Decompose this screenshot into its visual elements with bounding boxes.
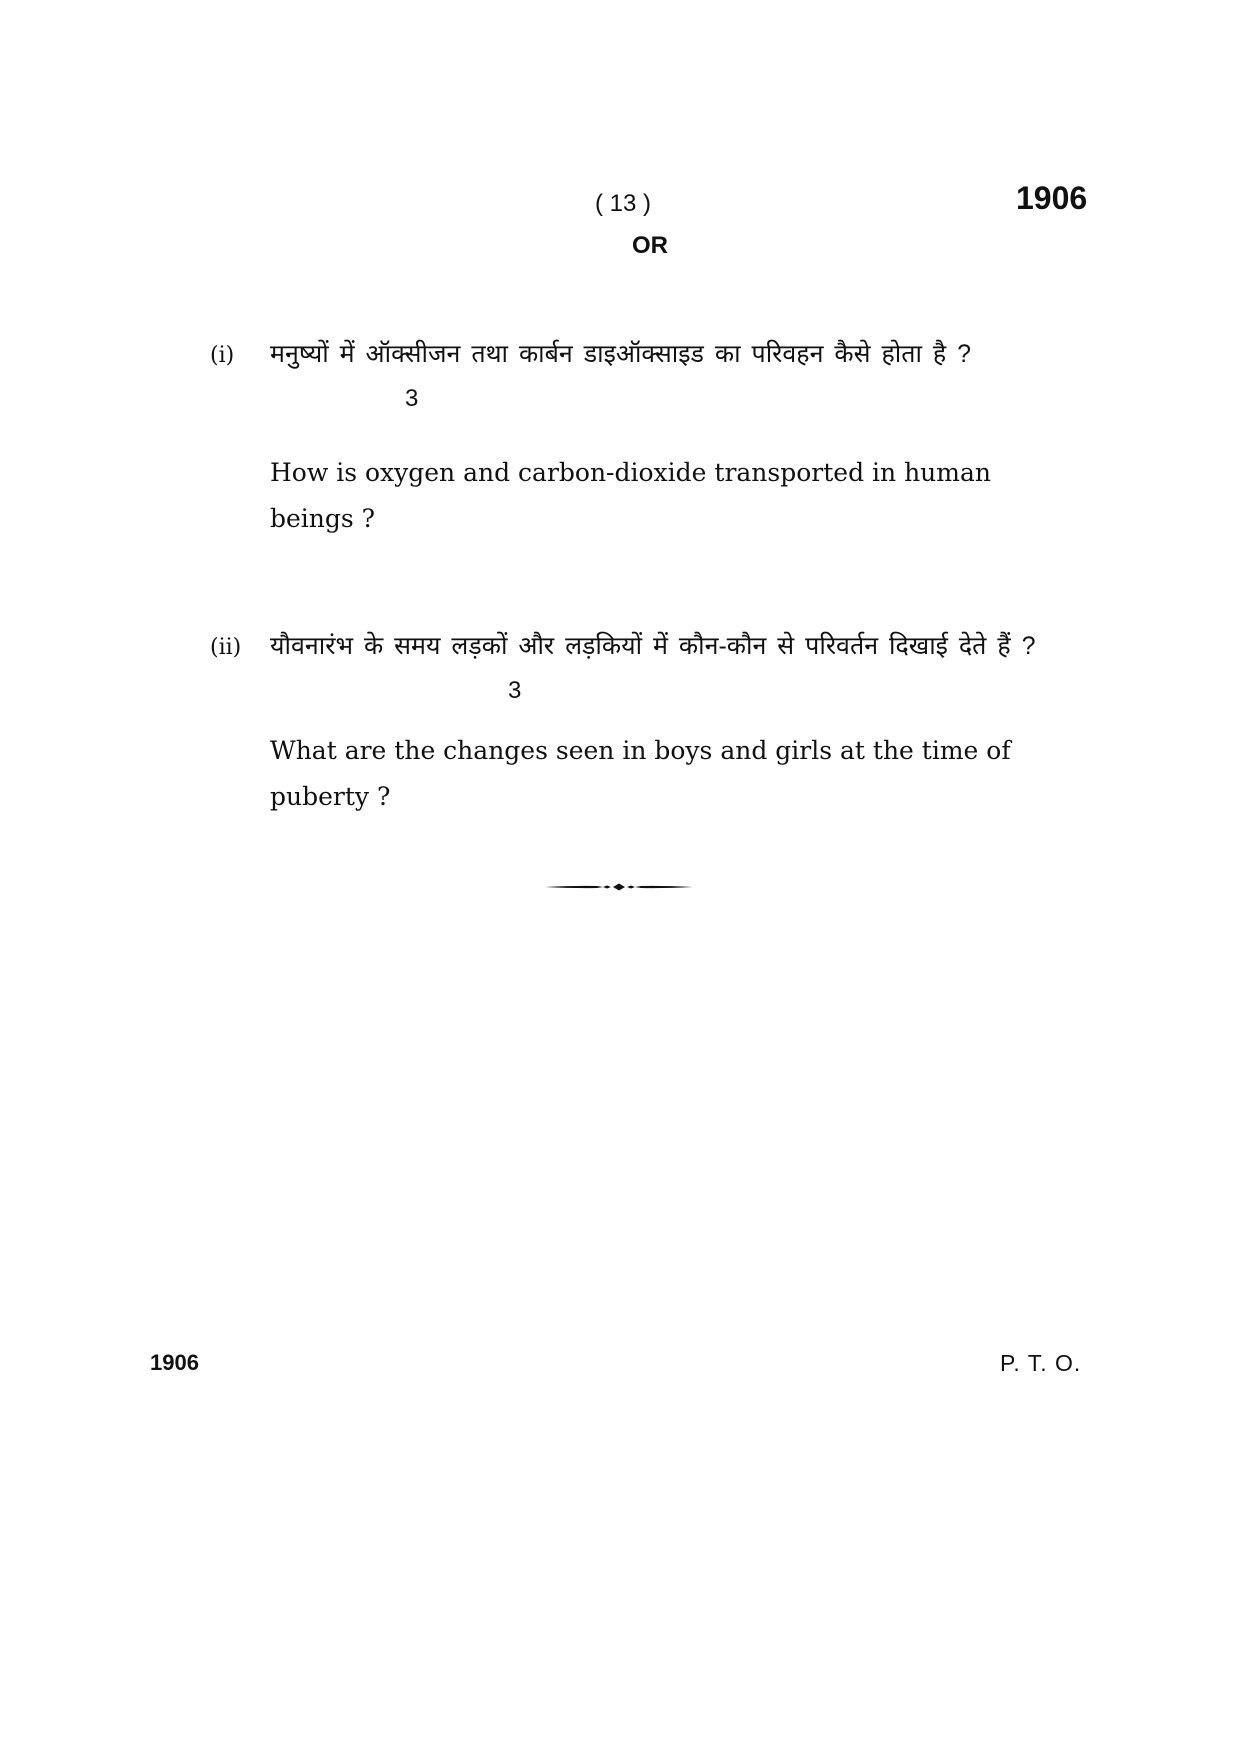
page-number: ( 13 ) [595, 190, 652, 217]
question-number: (ii) [210, 635, 242, 660]
question-marks: 3 [508, 677, 522, 704]
question-number: (i) [210, 343, 235, 368]
question-text-hindi: मनुष्यों में ऑक्सीजन तथा कार्बन डाइऑक्साइड का परिवहन कैसे होता है ? [270, 340, 971, 368]
pto-label: P. T. O. [1000, 1350, 1082, 1376]
question-text-english: What are the changes seen in boys and girls at the time of puberty ? [270, 736, 1011, 811]
question-text-hindi: यौवनारंभ के समय लड़कों और लड़कियों में कौन-कौन से परिवर्तन दिखाई देते हैं ? [270, 632, 1036, 660]
paper-code-bottom: 1906 [150, 1350, 199, 1375]
or-label: OR [632, 232, 668, 259]
question-marks: 3 [405, 385, 419, 412]
question-text-english: How is oxygen and carbon-dioxide transported in human beings ? [270, 458, 991, 533]
end-of-section-flourish-icon [545, 880, 693, 894]
paper-code-top: 1906 [1016, 180, 1088, 216]
